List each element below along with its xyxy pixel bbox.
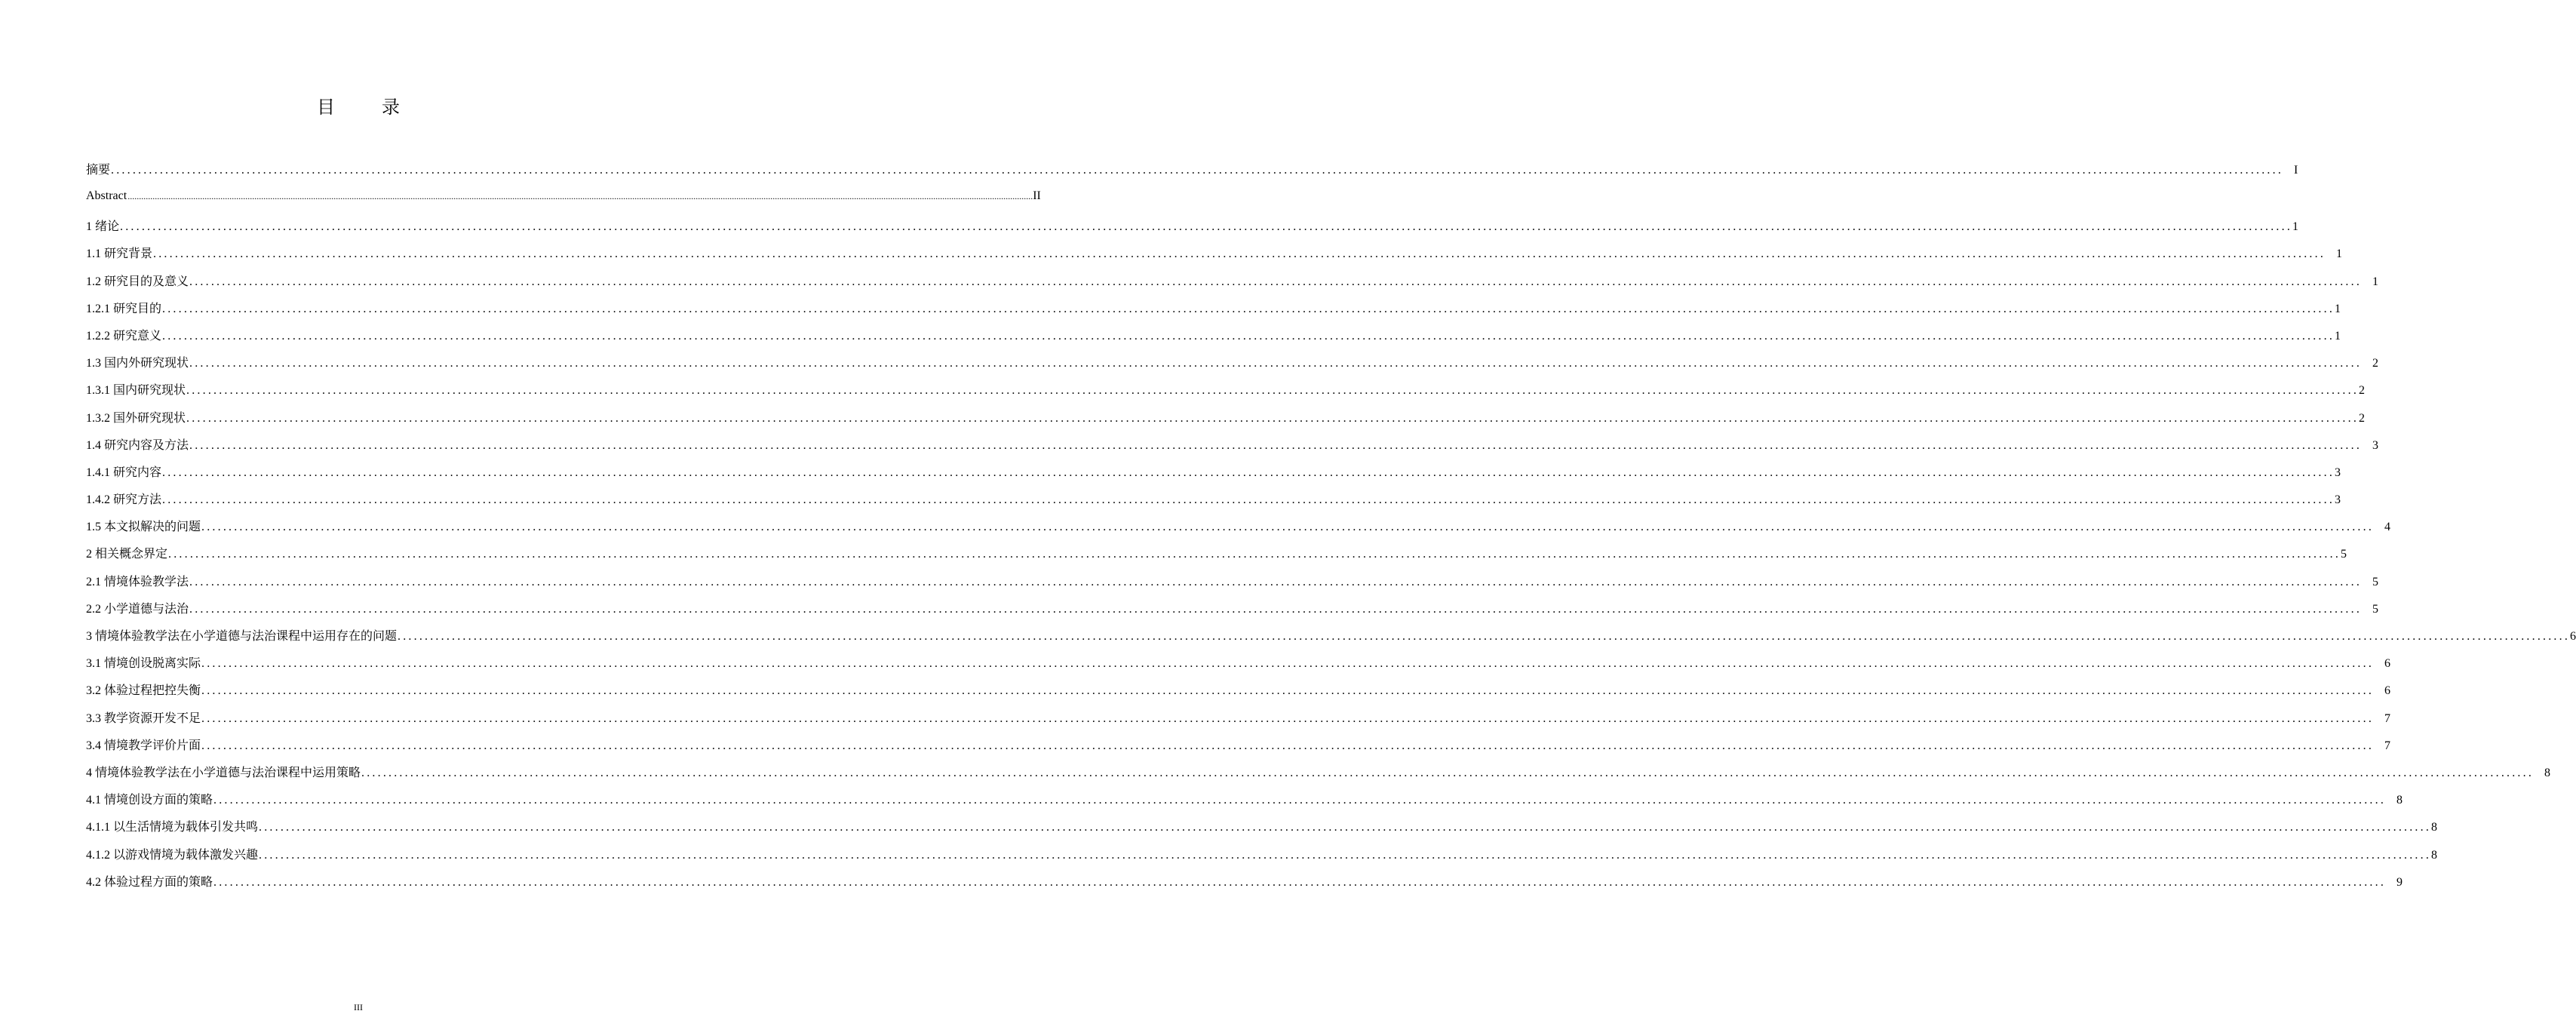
toc-entry[interactable] <box>86 244 2343 271</box>
toc-entry-label: Abstract <box>86 189 127 202</box>
toc-entry-page: 6 <box>2384 657 2391 671</box>
toc-entry[interactable] <box>86 353 2379 380</box>
toc-entry[interactable] <box>86 272 2379 299</box>
toc-entry-page: 2 <box>2372 357 2379 370</box>
toc-entry-label: 1.4.2 研究方法 <box>86 493 162 507</box>
dot-leader: ................................................................................................................................................................................................................................................................................................................................................................................................................ <box>186 384 2360 398</box>
toc-entry-page: 5 <box>2372 602 2379 616</box>
toc-entry-label: 1.4.1 研究内容 <box>86 466 162 479</box>
dot-leader: ................................................................................................................................................................................................................................................................................................................................................................................................................ <box>259 848 2432 862</box>
toc-entry-label: 1.4 研究内容及方法 <box>86 438 189 452</box>
toc-entry-page: 6 <box>2570 630 2576 643</box>
toc-entry[interactable] <box>86 845 2438 872</box>
toc-entry-label: 1.3.1 国内研究现状 <box>86 384 186 398</box>
toc-entry-page: 1 <box>2336 247 2343 261</box>
dot-leader: ................................................................................................................................................................................................................................................................................................................................................................................................................ <box>213 875 2387 889</box>
toc-entry-label: 3.1 情境创设脱离实际 <box>86 657 201 671</box>
dot-leader: ................................................................................................................................................................................................................................................................................................................................................................................................................ <box>127 191 1033 201</box>
toc-entry-page: 9 <box>2396 875 2403 889</box>
toc-entry-label: 1 绪论 <box>86 220 120 234</box>
dot-leader: ................................................................................................................................................................................................................................................................................................................................................................................................................ <box>153 247 2326 261</box>
dot-leader: ................................................................................................................................................................................................................................................................................................................................................................................................................ <box>201 739 2375 752</box>
toc-entry[interactable] <box>86 653 2391 681</box>
toc-entry[interactable] <box>86 380 2366 407</box>
toc-entry-page: 3 <box>2335 466 2341 479</box>
toc-entry-label: 3.3 教学资源开发不足 <box>86 711 201 725</box>
toc-entry-label: 2 相关概念界定 <box>86 548 168 561</box>
page-number: III <box>354 1002 363 1012</box>
dot-leader: ................................................................................................................................................................................................................................................................................................................................................................................................................ <box>259 821 2432 834</box>
toc-entry-label: 4.2 体验过程方面的策略 <box>86 875 213 889</box>
toc-entry-page: 1 <box>2372 275 2379 288</box>
toc-entry-label: 2.2 小学道德与法治 <box>86 602 189 616</box>
toc-entry-label: 1.2 研究目的及意义 <box>86 275 189 288</box>
toc-entry-page: 4 <box>2384 521 2391 534</box>
dot-leader: ................................................................................................................................................................................................................................................................................................................................................................................................................ <box>201 657 2375 671</box>
toc-entry-page: 6 <box>2384 684 2391 698</box>
toc-entry[interactable] <box>86 189 1041 217</box>
dot-leader: ................................................................................................................................................................................................................................................................................................................................................................................................................ <box>201 521 2375 534</box>
dot-leader: ................................................................................................................................................................................................................................................................................................................................................................................................................ <box>162 329 2335 343</box>
toc-entry-page: 5 <box>2372 575 2379 588</box>
dot-leader: ................................................................................................................................................................................................................................................................................................................................................................................................................ <box>189 357 2363 370</box>
toc-entry[interactable] <box>86 160 2298 189</box>
dot-leader: ................................................................................................................................................................................................................................................................................................................................................................................................................ <box>189 438 2363 452</box>
toc-entry-page: 2 <box>2359 384 2366 398</box>
toc-entry[interactable] <box>86 626 2576 653</box>
toc-entry-label: 摘要 <box>86 164 111 177</box>
toc-entry-label: 4 情境体验教学法在小学道德与法治课程中运用策略 <box>86 766 361 779</box>
dot-leader: ................................................................................................................................................................................................................................................................................................................................................................................................................ <box>201 711 2375 725</box>
toc-entry-page: I <box>2294 164 2298 177</box>
toc-entry-label: 1.1 研究背景 <box>86 247 153 261</box>
toc-entry[interactable] <box>86 763 2551 790</box>
toc-entry[interactable] <box>86 572 2379 599</box>
toc-entry-page: II <box>1033 189 1041 202</box>
toc-entry[interactable] <box>86 708 2391 736</box>
toc-entry-page: 3 <box>2372 438 2379 452</box>
dot-leader: ................................................................................................................................................................................................................................................................................................................................................................................................................ <box>201 684 2375 698</box>
toc-entry-label: 3.4 情境教学评价片面 <box>86 739 201 752</box>
toc-entry-label: 1.3.2 国外研究现状 <box>86 411 186 425</box>
dot-leader: ................................................................................................................................................................................................................................................................................................................................................................................................................ <box>398 630 2571 643</box>
dot-leader: ................................................................................................................................................................................................................................................................................................................................................................................................................ <box>213 794 2387 807</box>
toc-entry[interactable] <box>86 217 2299 244</box>
toc-entry-page: 7 <box>2384 739 2391 752</box>
toc-entry-page: 8 <box>2431 848 2438 862</box>
toc-entry[interactable] <box>86 872 2403 899</box>
dot-leader: ................................................................................................................................................................................................................................................................................................................................................................................................................ <box>168 548 2341 561</box>
dot-leader: ................................................................................................................................................................................................................................................................................................................................................................................................................ <box>120 220 2293 234</box>
toc-entry[interactable] <box>86 462 2341 490</box>
toc-entry[interactable] <box>86 681 2391 708</box>
toc-entry[interactable] <box>86 790 2403 817</box>
toc-entry-label: 4.1.1 以生活情境为载体引发共鸣 <box>86 821 259 834</box>
toc-entry-label: 4.1 情境创设方面的策略 <box>86 794 213 807</box>
toc-entry[interactable] <box>86 736 2391 763</box>
toc-entry[interactable] <box>86 408 2366 435</box>
dot-leader: ................................................................................................................................................................................................................................................................................................................................................................................................................ <box>111 164 2284 177</box>
toc-entry[interactable] <box>86 326 2341 353</box>
toc-entry-label: 3 情境体验教学法在小学道德与法治课程中运用存在的问题 <box>86 630 398 643</box>
toc-entry-page: 8 <box>2396 794 2403 807</box>
table-of-contents <box>86 160 2576 899</box>
dot-leader: ................................................................................................................................................................................................................................................................................................................................................................................................................ <box>189 275 2363 288</box>
dot-leader: ................................................................................................................................................................................................................................................................................................................................................................................................................ <box>361 766 2535 779</box>
dot-leader: ................................................................................................................................................................................................................................................................................................................................................................................................................ <box>189 575 2363 588</box>
dot-leader: ................................................................................................................................................................................................................................................................................................................................................................................................................ <box>186 411 2360 425</box>
toc-entry-page: 5 <box>2341 548 2347 561</box>
toc-entry-page: 8 <box>2544 766 2551 779</box>
toc-entry-page: 3 <box>2335 493 2341 507</box>
toc-entry[interactable] <box>86 517 2391 544</box>
toc-entry-label: 3.2 体验过程把控失衡 <box>86 684 201 698</box>
toc-entry-label: 1.3 国内外研究现状 <box>86 357 189 370</box>
toc-entry-page: 1 <box>2292 220 2299 234</box>
toc-entry-page: 8 <box>2431 821 2438 834</box>
toc-entry-label: 1.2.2 研究意义 <box>86 329 162 343</box>
toc-entry-page: 1 <box>2335 302 2341 315</box>
dot-leader: ................................................................................................................................................................................................................................................................................................................................................................................................................ <box>189 602 2363 616</box>
toc-entry-page: 7 <box>2384 711 2391 725</box>
toc-entry-label: 2.1 情境体验教学法 <box>86 575 189 588</box>
toc-title: 目 录 <box>317 98 421 118</box>
toc-entry[interactable] <box>86 435 2379 462</box>
dot-leader: ................................................................................................................................................................................................................................................................................................................................................................................................................ <box>162 302 2335 315</box>
toc-entry-page: 2 <box>2359 411 2366 425</box>
toc-entry-page: 1 <box>2335 329 2341 343</box>
dot-leader: ................................................................................................................................................................................................................................................................................................................................................................................................................ <box>162 466 2335 479</box>
toc-entry[interactable] <box>86 490 2341 517</box>
toc-entry[interactable] <box>86 544 2347 571</box>
toc-entry-label: 1.5 本文拟解决的问题 <box>86 521 201 534</box>
toc-entry-label: 1.2.1 研究目的 <box>86 302 162 315</box>
toc-entry[interactable] <box>86 817 2438 844</box>
toc-entry[interactable] <box>86 299 2341 326</box>
dot-leader: ................................................................................................................................................................................................................................................................................................................................................................................................................ <box>162 493 2335 507</box>
toc-entry-label: 4.1.2 以游戏情境为载体激发兴趣 <box>86 848 259 862</box>
toc-entry[interactable] <box>86 599 2379 626</box>
